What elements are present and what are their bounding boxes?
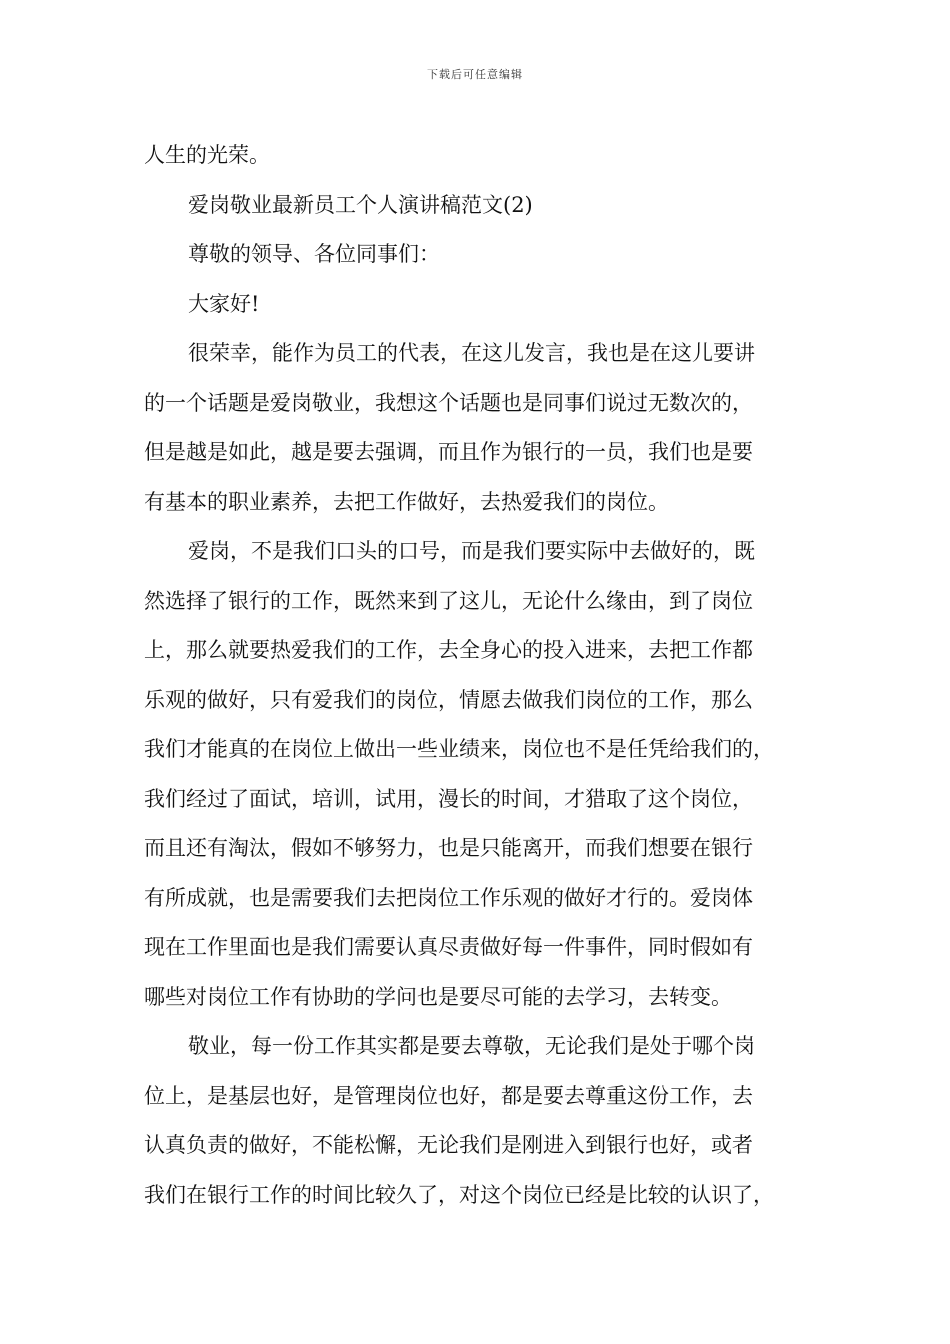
text-line: 位上，是基层也好，是管理岗位也好，都是要去尊重这份工作，去: [144, 1083, 753, 1108]
text-line: 但是越是如此，越是要去强调，而且作为银行的一员，我们也是要: [144, 440, 753, 464]
text-line: 大家好!: [188, 291, 260, 316]
text-line: 敬业，每一份工作其实都是要去尊敬，无论我们是处于哪个岗: [188, 1034, 755, 1058]
text-line: 我们在银行工作的时间比较久了，对这个岗位已经是比较的认识了，: [144, 1182, 774, 1207]
text-line: 现在工作里面也是我们需要认真尽责做好每一件事件，同时假如有: [144, 935, 753, 959]
text-line: 我们经过了面试，培训，试用，漫长的时间，才猎取了这个岗位，: [144, 786, 753, 811]
text-line: 爱岗敬业最新员工个人演讲稿范文(2): [188, 192, 533, 217]
text-line: 人生的光荣。: [144, 143, 270, 167]
text-line: 然选择了银行的工作，既然来到了这儿，无论什么缘由，到了岗位: [144, 588, 753, 613]
text-line: 哪些对岗位工作有协助的学问也是要尽可能的去学习，去转变。: [144, 984, 732, 1009]
text-line: 很荣幸，能作为员工的代表，在这儿发言，我也是在这儿要讲: [188, 341, 755, 365]
page-header: 下载后可任意编辑: [427, 68, 523, 81]
text-line: 有所成就，也是需要我们去把岗位工作乐观的做好才行的。爱岗体: [144, 885, 753, 910]
text-line: 我们才能真的在岗位上做出一些业绩来，岗位也不是任凭给我们的，: [144, 737, 774, 761]
text-line: 爱岗，不是我们口头的口号，而是我们要实际中去做好的，既: [188, 539, 755, 563]
text-line: 而且还有淘汰，假如不够努力，也是只能离开，而我们想要在银行: [144, 836, 753, 860]
text-line: 尊敬的领导、各位同事们：: [188, 242, 440, 266]
text-line: 认真负责的做好，不能松懈，无论我们是刚进入到银行也好，或者: [144, 1133, 753, 1157]
text-line: 的一个话题是爱岗敬业，我想这个话题也是同事们说过无数次的，: [144, 390, 753, 415]
text-line: 有基本的职业素养，去把工作做好，去热爱我们的岗位。: [144, 489, 669, 514]
text-line: 乐观的做好，只有爱我们的岗位，情愿去做我们岗位的工作，那么: [144, 687, 753, 712]
text-line: 上，那么就要热爱我们的工作，去全身心的投入进来，去把工作都: [144, 638, 753, 662]
document-body: [144, 131, 804, 1220]
